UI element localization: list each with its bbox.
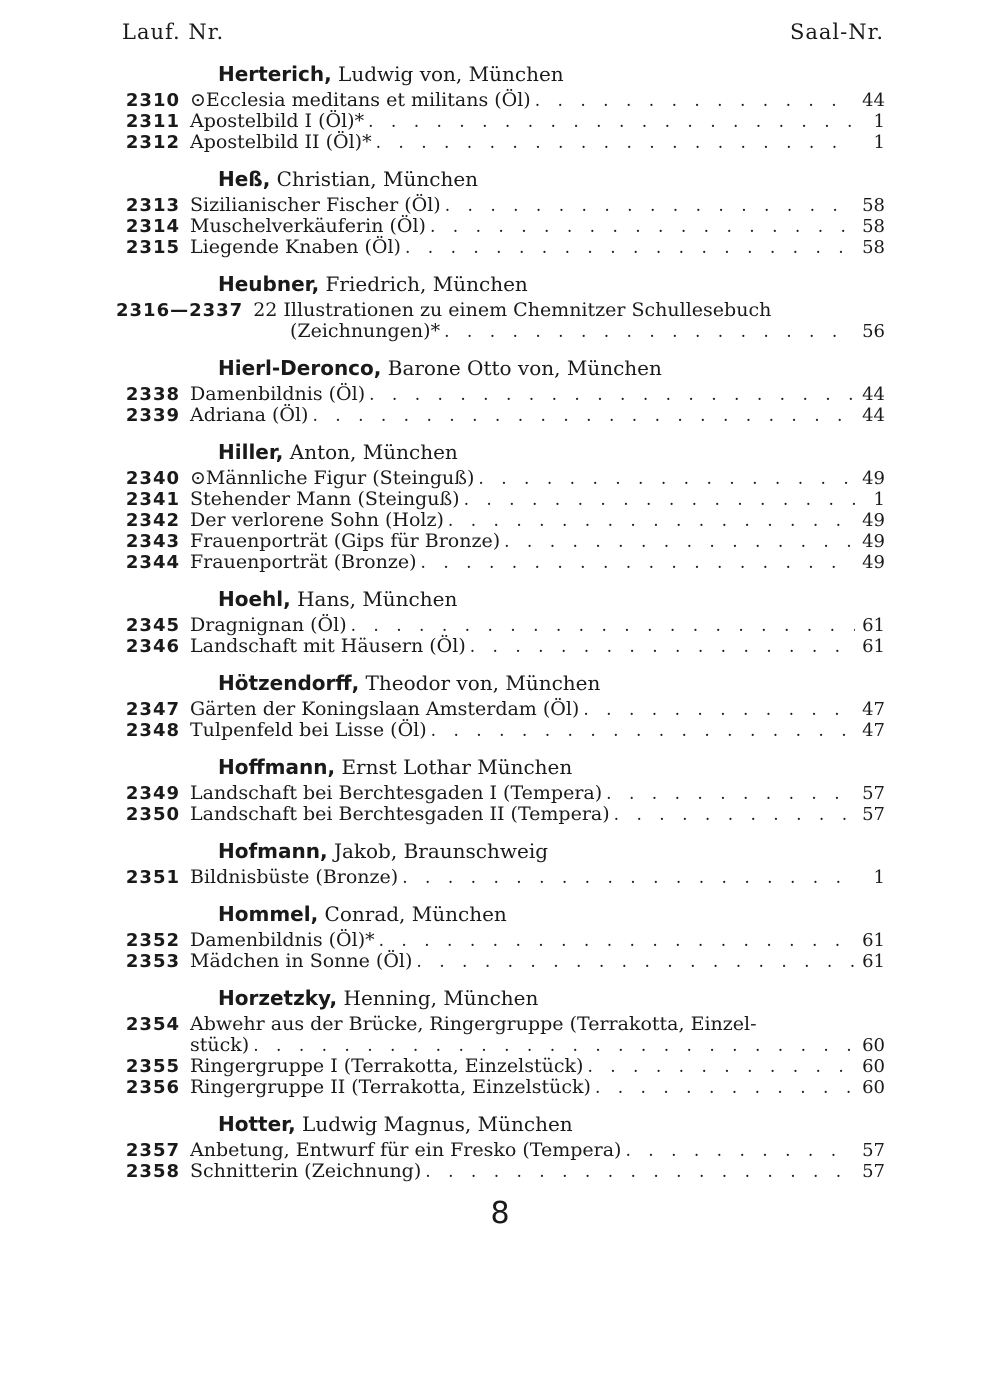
- catalog-entry: [110, 468, 885, 489]
- entry-title: Apostelbild II (Öl)*: [190, 131, 372, 153]
- artist-name: Horzetzky,: [218, 986, 338, 1010]
- leader-dots: [430, 217, 855, 238]
- entry-title: Stehender Mann (Steinguß): [190, 488, 460, 510]
- leader-dots: [351, 616, 855, 637]
- saal-number: 61: [862, 615, 885, 636]
- catalog-entry: [110, 699, 885, 720]
- artist-name: Hiller,: [218, 440, 284, 464]
- artist-heading: [218, 837, 885, 867]
- artist-group: [110, 984, 885, 1098]
- leader-dots: [614, 805, 855, 826]
- leader-dots: [402, 868, 855, 889]
- saal-number: 1: [873, 111, 885, 132]
- catalog-entry: [110, 1077, 885, 1098]
- leader-dots: [379, 931, 855, 952]
- catalog-entry: [110, 300, 885, 321]
- leader-dots: [431, 721, 855, 742]
- leader-dots: [312, 406, 855, 427]
- artist-heading: [218, 984, 885, 1014]
- leader-dots: [478, 469, 855, 490]
- artist-info: Barone Otto von, München: [381, 356, 662, 380]
- leader-dots: [405, 238, 855, 259]
- catalog-entry: [110, 720, 885, 741]
- entry-number: 2344: [125, 552, 180, 573]
- leader-dots: [376, 133, 855, 154]
- catalog-entry: [110, 237, 885, 258]
- artist-name: Hierl-Deronco,: [218, 356, 382, 380]
- entry-title: Landschaft mit Häusern (Öl): [190, 635, 466, 657]
- catalog-entry: [110, 531, 885, 552]
- entry-number: 2313: [125, 195, 180, 216]
- catalog-list: [110, 60, 885, 1194]
- entry-title: Tulpenfeld bei Lisse (Öl): [190, 719, 427, 741]
- page-number: 8: [490, 1196, 510, 1231]
- catalog-entry: [110, 1140, 885, 1161]
- saal-number: 57: [862, 1161, 885, 1182]
- catalog-entry: [110, 132, 885, 153]
- artist-info: Jakob, Braunschweig: [327, 839, 549, 863]
- artist-heading: [218, 60, 885, 90]
- leader-dots: [595, 1078, 855, 1099]
- artist-name: Hofmann,: [218, 839, 328, 863]
- saal-number: 44: [862, 90, 885, 111]
- artist-info: Theodor von, München: [359, 671, 601, 695]
- saal-number: 1: [873, 489, 885, 510]
- entry-number: 2358: [125, 1161, 180, 1182]
- leader-dots: [368, 112, 855, 133]
- catalog-entry: [110, 195, 885, 216]
- catalog-entry: [110, 867, 885, 888]
- entry-number: 2338: [125, 384, 180, 405]
- entry-number: 2340: [125, 468, 180, 489]
- leader-dots: [587, 1057, 855, 1078]
- saal-number: 44: [862, 384, 885, 405]
- artist-info: Ernst Lothar München: [335, 755, 573, 779]
- leader-dots: [464, 490, 855, 511]
- artist-info: Ludwig von, München: [331, 62, 564, 86]
- entry-title: Abwehr aus der Brücke, Ringergruppe (Terrakotta, Einzel-: [190, 1013, 757, 1035]
- entry-title: Dragnignan (Öl): [190, 614, 347, 636]
- catalog-entry: [110, 111, 885, 132]
- leader-dots: [253, 1036, 855, 1057]
- column-header-saal-nr: Saal-Nr.: [789, 20, 884, 44]
- catalog-entry: [110, 804, 885, 825]
- entry-title: Apostelbild I (Öl)*: [190, 110, 365, 132]
- artist-heading: [218, 900, 885, 930]
- entry-number: 2341: [125, 489, 180, 510]
- saal-number: 57: [862, 783, 885, 804]
- artist-name: Hötzendorff,: [218, 671, 360, 695]
- catalog-entry: [110, 951, 885, 972]
- catalog-entry: [110, 783, 885, 804]
- entry-number: 2357: [125, 1140, 180, 1161]
- artist-group: [110, 354, 885, 426]
- leader-dots: [535, 91, 855, 112]
- saal-number: 49: [862, 468, 885, 489]
- saal-number: 49: [862, 531, 885, 552]
- artist-group: [110, 165, 885, 258]
- saal-number: 58: [862, 216, 885, 237]
- entry-number: 2347: [125, 699, 180, 720]
- saal-number: 49: [862, 552, 885, 573]
- artist-name: Hoffmann,: [218, 755, 336, 779]
- saal-number: 61: [862, 930, 885, 951]
- artist-info: Friedrich, München: [319, 272, 528, 296]
- leader-dots: [425, 1162, 855, 1183]
- entry-title: Muschelverkäuferin (Öl): [190, 215, 426, 237]
- entry-title: Frauenporträt (Bronze): [190, 551, 417, 573]
- entry-title: Damenbildnis (Öl)*: [190, 929, 375, 951]
- entry-number: 2343: [125, 531, 180, 552]
- artist-heading: [218, 669, 885, 699]
- artist-group: [110, 438, 885, 573]
- entry-number: 2352: [125, 930, 180, 951]
- entry-title: Ringergruppe II (Terrakotta, Einzelstück): [190, 1076, 591, 1098]
- artist-group: [110, 900, 885, 972]
- leader-dots: [448, 511, 855, 532]
- saal-number: 57: [862, 804, 885, 825]
- entry-title: Bildnisbüste (Bronze): [190, 866, 399, 888]
- entry-title: Landschaft bei Berchtesgaden I (Tempera): [190, 782, 603, 804]
- entry-title-continuation: stück): [190, 1034, 250, 1056]
- saal-number: 1: [873, 132, 885, 153]
- entry-number: 2314: [125, 216, 180, 237]
- saal-number: 49: [862, 510, 885, 531]
- entry-number: 2342: [125, 510, 180, 531]
- artist-heading: [218, 438, 885, 468]
- artist-name: Heß,: [218, 167, 271, 191]
- leader-dots: [583, 700, 855, 721]
- entry-number: 2345: [125, 615, 180, 636]
- entry-title: Anbetung, Entwurf für ein Fresko (Tempera): [190, 1139, 622, 1161]
- entry-title: Der verlorene Sohn (Holz): [190, 509, 444, 531]
- entry-title: Landschaft bei Berchtesgaden II (Tempera): [190, 803, 610, 825]
- leader-dots: [416, 952, 855, 973]
- artist-info: Henning, München: [337, 986, 539, 1010]
- artist-group: [110, 669, 885, 741]
- catalog-entry: [110, 216, 885, 237]
- entry-number: 2354: [125, 1014, 180, 1035]
- entry-title: Sizilianischer Fischer (Öl): [190, 194, 441, 216]
- saal-number: 60: [862, 1035, 885, 1056]
- saal-number: 57: [862, 1140, 885, 1161]
- leader-dots: [369, 385, 855, 406]
- entry-number: 2349: [125, 783, 180, 804]
- artist-info: Conrad, München: [318, 902, 507, 926]
- catalog-entry: [110, 510, 885, 531]
- saal-number: 47: [862, 720, 885, 741]
- artist-group: [110, 837, 885, 888]
- leader-dots: [444, 322, 855, 343]
- leader-dots: [606, 784, 855, 805]
- entry-title: ⊙Männliche Figur (Steinguß): [190, 467, 475, 489]
- artist-name: Heubner,: [218, 272, 320, 296]
- artist-info: Ludwig Magnus, München: [295, 1112, 573, 1136]
- catalog-entry: [110, 405, 885, 426]
- catalog-entry: [110, 90, 885, 111]
- saal-number: 56: [862, 321, 885, 342]
- entry-title: 22 Illustrationen zu einem Chemnitzer Schullesebuch: [253, 299, 772, 321]
- saal-number: 60: [862, 1056, 885, 1077]
- artist-name: Herterich,: [218, 62, 332, 86]
- entry-title: Mädchen in Sonne (Öl): [190, 950, 413, 972]
- catalog-entry: [110, 1014, 885, 1035]
- entry-title: Liegende Knaben (Öl): [190, 236, 401, 258]
- artist-heading: [218, 585, 885, 615]
- entry-title: Schnitterin (Zeichnung): [190, 1160, 422, 1182]
- catalog-entry-continuation: [110, 1035, 885, 1056]
- artist-heading: [218, 753, 885, 783]
- artist-name: Hommel,: [218, 902, 319, 926]
- entry-number: 2316—2337: [116, 300, 244, 321]
- artist-group: [110, 1110, 885, 1182]
- artist-info: Hans, München: [290, 587, 458, 611]
- entry-number: 2311: [125, 111, 180, 132]
- saal-number: 58: [862, 237, 885, 258]
- leader-dots: [445, 196, 855, 217]
- saal-number: 44: [862, 405, 885, 426]
- entry-number: 2310: [125, 90, 180, 111]
- saal-number: 47: [862, 699, 885, 720]
- entry-title: Frauenporträt (Gips für Bronze): [190, 530, 501, 552]
- artist-info: Christian, München: [270, 167, 479, 191]
- catalog-entry: [110, 636, 885, 657]
- artist-group: [110, 585, 885, 657]
- catalog-entry: [110, 489, 885, 510]
- entry-number: 2315: [125, 237, 180, 258]
- catalog-entry: [110, 615, 885, 636]
- entry-number: 2350: [125, 804, 180, 825]
- artist-info: Anton, München: [283, 440, 458, 464]
- entry-title: ⊙Ecclesia meditans et militans (Öl): [190, 89, 531, 111]
- artist-name: Hotter,: [218, 1112, 296, 1136]
- entry-number: 2348: [125, 720, 180, 741]
- saal-number: 61: [862, 951, 885, 972]
- catalog-entry: [110, 384, 885, 405]
- entry-number: 2346: [125, 636, 180, 657]
- artist-heading: [218, 354, 885, 384]
- entry-number: 2351: [125, 867, 180, 888]
- artist-group: [110, 270, 885, 342]
- column-header-lauf-nr: Lauf. Nr.: [122, 20, 225, 44]
- artist-name: Hoehl,: [218, 587, 291, 611]
- catalog-entry: [110, 1056, 885, 1077]
- entry-title: Adriana (Öl): [190, 404, 309, 426]
- entry-title: Damenbildnis (Öl): [190, 383, 366, 405]
- artist-group: [110, 60, 885, 153]
- entry-number: 2339: [125, 405, 180, 426]
- artist-heading: [218, 1110, 885, 1140]
- catalog-entry: [110, 930, 885, 951]
- entry-title: Ringergruppe I (Terrakotta, Einzelstück): [190, 1055, 584, 1077]
- saal-number: 60: [862, 1077, 885, 1098]
- saal-number: 61: [862, 636, 885, 657]
- entry-title: Gärten der Koningslaan Amsterdam (Öl): [190, 698, 580, 720]
- leader-dots: [470, 637, 855, 658]
- catalog-entry: [110, 1161, 885, 1182]
- entry-number: 2353: [125, 951, 180, 972]
- artist-heading: [218, 270, 885, 300]
- saal-number: 58: [862, 195, 885, 216]
- leader-dots: [504, 532, 855, 553]
- artist-group: [110, 753, 885, 825]
- entry-number: 2355: [125, 1056, 180, 1077]
- entry-number: 2356: [125, 1077, 180, 1098]
- catalog-entry: [110, 552, 885, 573]
- catalog-entry-continuation: [110, 321, 885, 342]
- artist-heading: [218, 165, 885, 195]
- entry-number: 2312: [125, 132, 180, 153]
- leader-dots: [625, 1141, 855, 1162]
- saal-number: 1: [873, 867, 885, 888]
- leader-dots: [421, 553, 855, 574]
- entry-title-continuation: (Zeichnungen)*: [290, 320, 441, 342]
